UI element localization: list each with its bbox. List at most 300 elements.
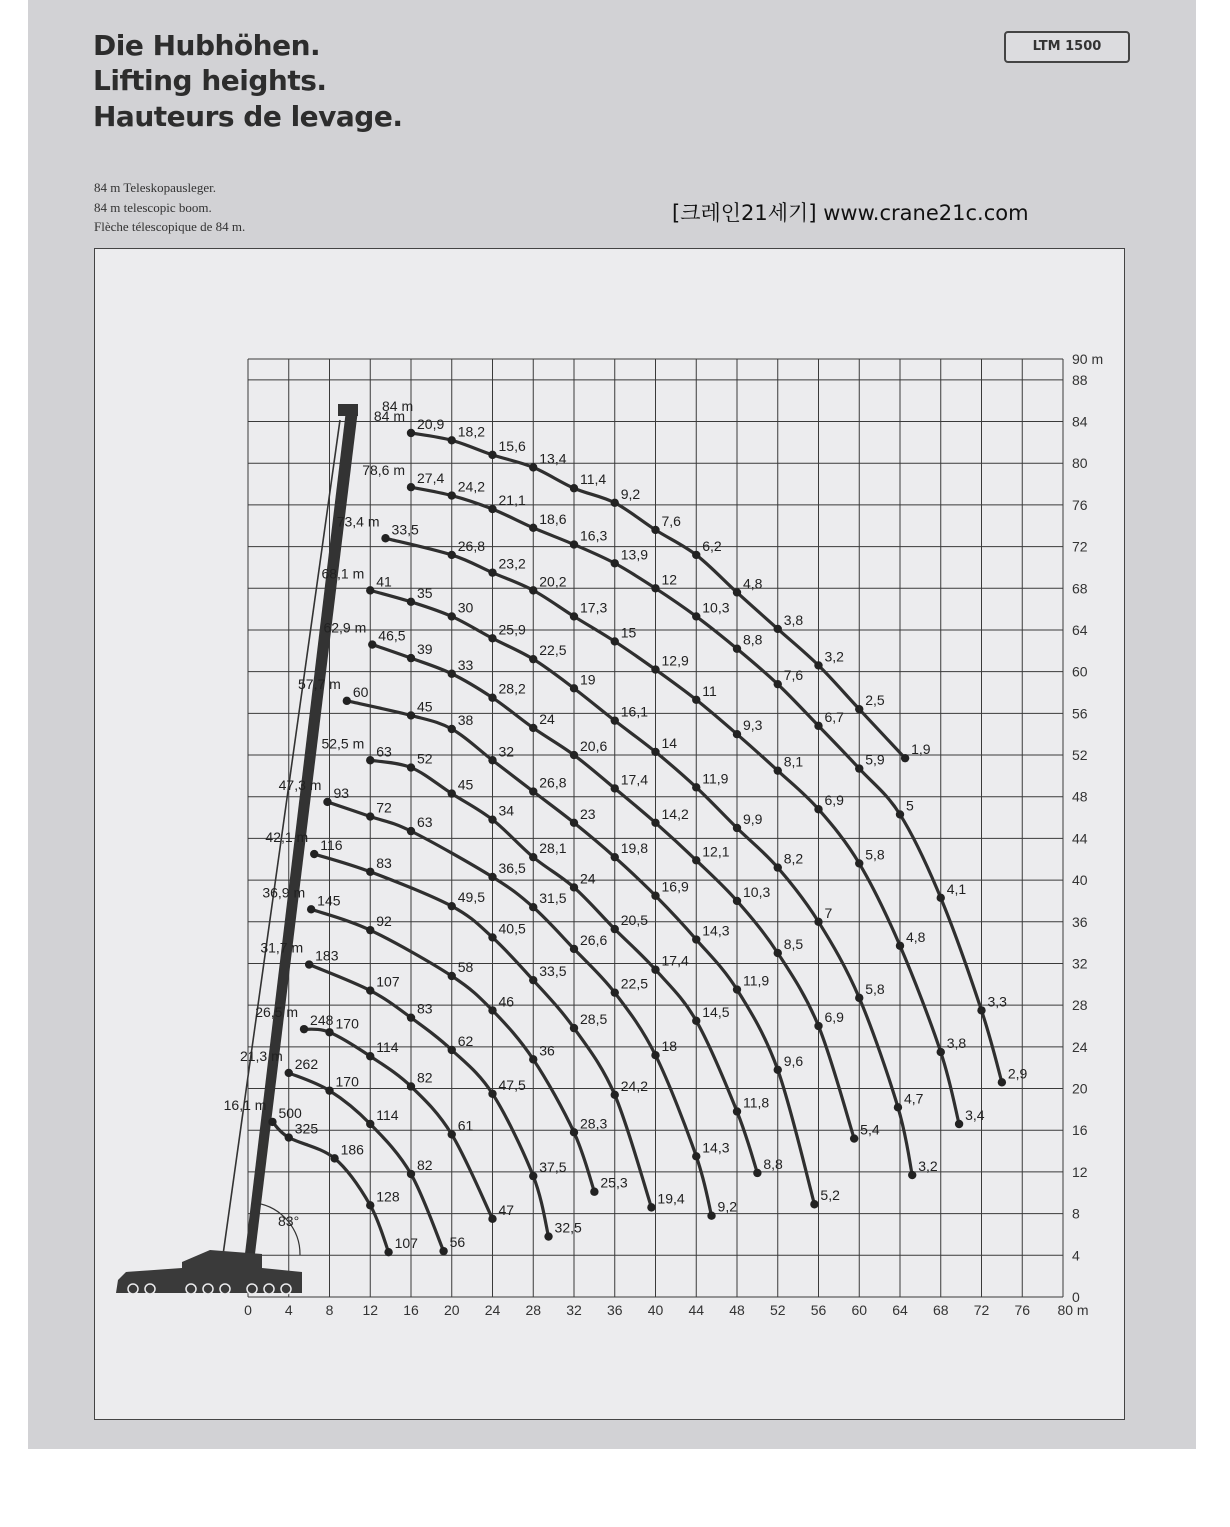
load-value-label: 9,3 [743,717,763,734]
x-tick-label: 12 [362,1302,379,1318]
load-value-label: 18,6 [539,510,567,527]
load-value-label: 39 [417,641,433,658]
load-point [407,763,415,771]
x-tick-label: 32 [566,1302,582,1318]
load-value-label: 58 [457,958,474,975]
load-point [651,665,659,673]
load-value-label: 83 [376,854,392,871]
boom-length-label: 62,9 m [323,619,367,636]
y-tick-label: 52 [1072,747,1088,764]
load-point [611,499,619,507]
load-value-label: 63 [417,814,433,831]
load-value-label: 93 [333,784,350,801]
load-point [366,926,374,934]
load-point [407,598,415,606]
x-tick-label: 40 [647,1302,664,1318]
x-tick-label: 60 [851,1302,868,1318]
load-value-label: 6,9 [824,1009,844,1026]
load-value-label: 5,2 [820,1187,840,1204]
y-tick-label: 24 [1072,1038,1088,1055]
load-value-label: 5 [906,797,914,814]
load-point [894,1103,902,1111]
load-value-label: 24,2 [620,1077,648,1094]
load-value-label: 11,8 [743,1094,770,1111]
load-value-label: 25,3 [600,1174,628,1191]
load-point [439,1247,447,1255]
load-point [733,985,741,993]
boom-length-label: 47,3 m [278,776,322,793]
load-point [488,873,496,881]
load-point [488,634,496,642]
load-value-label: 28,3 [580,1115,608,1132]
load-point [733,897,741,905]
load-point [488,451,496,459]
load-value-label: 23 [580,805,596,822]
load-point [570,819,578,827]
load-value-label: 5,8 [865,980,885,997]
load-value-label: 11,9 [743,972,770,989]
load-point [366,1201,374,1209]
load-value-label: 7,6 [661,512,681,529]
load-value-label: 6,2 [702,537,722,554]
load-value-label: 52 [417,750,433,767]
load-value-label: 28,2 [498,680,526,697]
x-tick-label: 4 [284,1302,293,1318]
load-point [544,1232,552,1240]
watermark: [크레인21세기] www.crane21c.com [672,201,1029,225]
load-value-label: 2,9 [1007,1065,1028,1082]
load-point [407,1013,415,1021]
load-point [651,966,659,974]
load-value-label: 26,8 [457,537,485,554]
load-point [774,625,782,633]
y-tick-label: 12 [1072,1163,1088,1180]
load-value-label: 170 [335,1073,359,1090]
load-point [448,491,456,499]
load-point [366,1052,374,1060]
load-value-label: 14,3 [702,1139,730,1156]
load-value-label: 5,8 [865,846,885,863]
title-english: Lifting heights. [93,64,327,97]
y-tick-label: 84 [1072,413,1088,430]
load-point [381,534,389,542]
load-value-label: 186 [340,1141,364,1158]
load-value-label: 116 [320,837,343,854]
load-value-label: 7 [824,904,833,921]
load-value-label: 170 [335,1015,359,1032]
load-point [448,789,456,797]
load-point [285,1133,293,1141]
load-point [305,960,313,968]
load-point [448,551,456,559]
boom-angle-label: 83° [278,1213,300,1229]
load-value-label: 11,9 [702,770,729,787]
load-value-label: 36 [539,1042,555,1059]
load-point [570,540,578,548]
y-tick-label: 56 [1072,705,1088,722]
load-value-label: 6,9 [824,792,844,809]
load-point [529,586,537,594]
load-value-label: 18 [661,1038,678,1055]
load-value-label: 17,3 [580,599,608,616]
load-point [753,1169,761,1177]
load-point [570,751,578,759]
load-point [407,1170,415,1178]
load-point [529,976,537,984]
load-value-label: 248 [310,1012,334,1029]
load-point [896,810,904,818]
y-tick-label: 68 [1072,580,1088,597]
load-value-label: 128 [376,1188,400,1205]
y-tick-label: 0 [1072,1289,1080,1305]
load-point [692,935,700,943]
load-point [651,584,659,592]
load-point [651,1051,659,1059]
load-value-label: 4,7 [903,1090,924,1107]
load-value-label: 107 [394,1235,418,1252]
load-value-label: 21,1 [498,492,526,509]
load-value-label: 49,5 [457,889,485,906]
y-tick-label: 88 [1072,371,1088,388]
load-value-label: 47 [498,1201,515,1218]
x-tick-label: 72 [973,1302,990,1318]
x-tick-label: 56 [810,1302,827,1318]
load-value-label: 11,4 [580,471,607,488]
load-value-label: 30 [457,599,474,616]
x-tick-label: 48 [729,1302,745,1318]
carrier-wheels [128,1284,291,1294]
load-point [733,1107,741,1115]
load-point [647,1203,655,1211]
load-value-label: 24,2 [457,478,485,495]
load-point [570,945,578,953]
load-point [955,1120,963,1128]
load-value-label: 28,1 [539,840,567,857]
load-point [488,694,496,702]
load-value-label: 500 [278,1104,302,1121]
y-tick-label: 64 [1072,621,1088,638]
load-point [651,819,659,827]
load-value-label: 16,3 [580,527,608,544]
load-value-label: 3,3 [987,993,1007,1010]
load-point [488,568,496,576]
load-point [488,505,496,513]
load-point [268,1118,276,1126]
load-value-label: 14 [661,734,678,751]
boom-head [338,404,358,416]
load-point [570,612,578,620]
load-point [488,1215,496,1223]
load-point [611,853,619,861]
load-value-label: 3,2 [824,648,844,665]
boom-length-label: 68,1 m [321,565,365,582]
x-tick-label: 52 [769,1302,786,1318]
load-value-label: 17,4 [620,771,648,788]
boom-length-label: 36,9 m [262,884,306,901]
load-value-label: 22,5 [620,975,648,992]
load-point [323,798,331,806]
x-tick-label: 16 [403,1302,419,1318]
load-point [692,1017,700,1025]
load-value-label: 12,1 [702,843,730,860]
load-value-label: 14,5 [702,1003,730,1020]
load-point [651,526,659,534]
load-point [692,551,700,559]
load-value-label: 11 [702,682,717,699]
load-value-label: 38 [457,711,474,728]
load-point [529,524,537,532]
load-point [529,1055,537,1063]
load-value-label: 107 [376,973,400,990]
load-point [998,1078,1006,1086]
load-value-label: 27,4 [417,470,445,487]
y-tick-label: 8 [1072,1205,1080,1222]
load-point [448,436,456,444]
y-tick-label: 44 [1072,830,1088,847]
load-point [366,1120,374,1128]
x-tick-label: 80 m [1057,1302,1089,1318]
load-value-label: 19,8 [620,840,648,857]
load-point [855,764,863,772]
load-value-label: 46 [498,993,515,1010]
load-point [448,1130,456,1138]
y-tick-label: 16 [1072,1122,1088,1139]
load-point [529,853,537,861]
load-value-label: 9,6 [783,1052,804,1069]
load-point [330,1154,338,1162]
x-tick-label: 24 [484,1302,501,1318]
load-value-label: 114 [376,1106,399,1123]
load-value-label: 19 [580,671,596,688]
load-point [570,484,578,492]
load-point [977,1006,985,1014]
load-value-label: 24 [580,870,596,887]
load-point [774,863,782,871]
title-french: Hauteurs de levage. [93,100,403,133]
load-point [529,903,537,911]
load-point [529,1172,537,1180]
chart-grid [248,359,1063,1297]
load-point [814,661,822,669]
load-point [733,730,741,738]
load-value-label: 23,2 [498,555,526,572]
boom-length-label: 31,7 m [260,939,304,956]
load-point [325,1086,333,1094]
load-value-label: 56 [449,1234,466,1251]
load-value-label: 33,5 [539,963,567,980]
load-value-label: 92 [376,913,392,930]
load-point [855,994,863,1002]
load-value-label: 14,3 [702,922,730,939]
load-value-label: 3,8 [946,1035,967,1052]
load-value-label: 63 [376,743,392,760]
load-point [590,1188,598,1196]
load-point [937,894,945,902]
load-value-label: 325 [294,1120,319,1137]
load-value-label: 45 [457,776,474,793]
boom-length-label: 16,1 m [223,1096,267,1113]
load-value-label: 3,8 [783,611,804,628]
load-value-label: 7,6 [783,667,804,684]
load-value-label: 5,9 [865,751,885,768]
load-value-label: 19,4 [657,1190,685,1207]
load-point [448,1046,456,1054]
load-point [448,902,456,910]
load-value-label: 31,5 [539,890,567,907]
load-value-label: 35 [417,584,433,601]
load-point [366,586,374,594]
load-point [810,1200,818,1208]
model-badge: LTM 1500 [1004,31,1130,63]
y-tick-label: 48 [1072,788,1088,805]
load-point [611,716,619,724]
load-point [733,645,741,653]
load-point [733,824,741,832]
y-tick-label: 36 [1072,913,1088,930]
x-tick-label: 8 [325,1302,334,1318]
load-point [908,1171,916,1179]
load-point [368,640,376,648]
x-tick-label: 44 [688,1302,705,1318]
load-point [692,612,700,620]
load-point [733,588,741,596]
load-point [570,1128,578,1136]
y-tick-label: 76 [1072,496,1088,513]
load-point [407,654,415,662]
load-point [570,684,578,692]
load-point [692,696,700,704]
crane-drawing [116,398,413,1294]
load-value-label: 17,4 [661,952,689,969]
x-tick-label: 68 [932,1302,949,1318]
boom-angle-arc [256,1203,300,1255]
load-point [407,711,415,719]
load-value-label: 14,2 [661,805,689,822]
load-point [529,655,537,663]
load-value-label: 12,9 [661,652,689,669]
y-tick-label: 80 [1072,455,1088,472]
load-value-label: 20,6 [580,738,608,755]
load-point [529,724,537,732]
load-point [407,429,415,437]
load-value-label: 3,4 [965,1106,985,1123]
load-value-label: 33,5 [391,521,419,538]
load-value-label: 183 [315,947,339,964]
load-point [488,933,496,941]
load-point [814,722,822,730]
x-tick-label: 36 [606,1302,623,1318]
subtitle-german: 84 m Teleskopausleger. [94,180,216,195]
load-value-label: 82 [417,1069,433,1086]
load-value-label: 36,5 [498,859,526,876]
load-point [448,670,456,678]
load-point [651,892,659,900]
load-point [300,1025,308,1033]
load-value-label: 15,6 [498,437,526,454]
load-value-label: 8,8 [743,631,763,648]
load-point [366,986,374,994]
boom-top-label: 84 m [382,398,414,414]
load-value-label: 18,2 [457,423,485,440]
load-point [814,918,822,926]
load-point [611,925,619,933]
load-value-label: 9,2 [717,1198,737,1215]
load-value-label: 83 [417,1000,433,1017]
load-point [855,859,863,867]
load-point [651,748,659,756]
load-value-label: 9,9 [743,811,763,827]
x-tick-label: 28 [525,1302,542,1318]
title-german: Die Hubhöhen. [93,29,321,62]
load-value-label: 5,4 [860,1121,880,1138]
load-point [448,972,456,980]
load-point [611,559,619,567]
load-point [407,827,415,835]
load-point [814,805,822,813]
load-point [692,856,700,864]
load-value-label: 22,5 [539,642,567,659]
load-point [488,815,496,823]
y-tick-label: 20 [1072,1080,1088,1097]
load-value-label: 114 [376,1039,399,1056]
load-point [285,1069,293,1077]
load-value-label: 25,9 [498,621,526,638]
boom-length-label: 42,1 m [265,829,309,846]
boom-length-label: 78,6 m [362,462,405,479]
load-value-label: 32,5 [554,1219,582,1236]
load-value-label: 28,5 [580,1011,608,1028]
load-point [611,784,619,792]
load-value-label: 46,5 [378,627,406,644]
load-value-label: 82 [417,1157,433,1174]
x-tick-label: 20 [443,1302,460,1318]
load-value-label: 13,4 [539,450,567,467]
load-value-label: 47,5 [498,1076,526,1093]
boom-length-label: 21,3 m [239,1047,283,1064]
load-point [343,697,351,705]
load-value-label: 3,2 [918,1158,938,1175]
load-point [611,1091,619,1099]
load-value-label: 16,1 [620,703,648,720]
load-value-label: 8,2 [783,850,804,867]
series-line [314,854,651,1207]
boom-length-label: 52,5 m [321,735,365,752]
load-value-label: 24 [539,710,555,727]
load-value-label: 10,3 [743,883,771,900]
load-value-label: 13,9 [620,546,648,563]
load-value-label: 33 [457,656,474,673]
load-value-label: 145 [317,892,341,909]
boom-length-label: 84 m [373,407,405,424]
load-point [774,680,782,688]
load-point [570,1024,578,1032]
x-tick-label: 64 [892,1302,908,1318]
load-value-label: 15 [620,624,637,641]
load-point [488,756,496,764]
load-value-label: 4,8 [906,928,926,945]
load-value-label: 72 [376,799,392,816]
load-value-label: 16,9 [661,878,689,895]
y-tick-label: 28 [1072,997,1088,1014]
subtitle-french: Flèche télescopique de 84 m. [94,219,246,234]
load-value-label: 45 [417,698,433,715]
boom-length-label: 57,7 m [298,675,341,692]
load-value-label: 8,8 [763,1155,783,1172]
load-value-label: 61 [457,1117,474,1134]
load-value-label: 60 [352,683,369,700]
load-point [529,787,537,795]
load-point [814,1022,822,1030]
